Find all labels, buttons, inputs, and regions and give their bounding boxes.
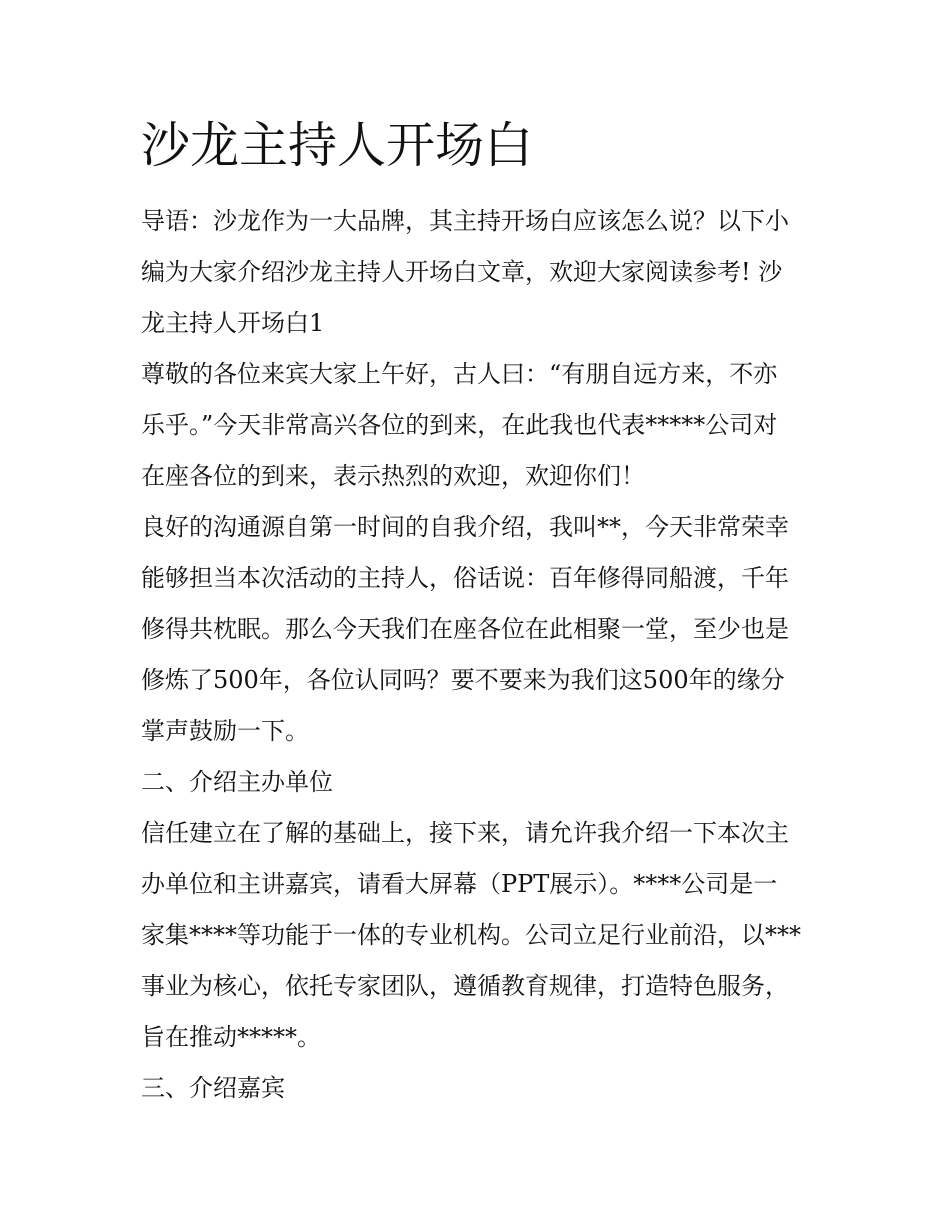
paragraph-line: 信任建立在了解的基础上，接下来，请允许我介绍一下本次主 (141, 819, 789, 847)
paragraph-line: 良好的沟通源自第一时间的自我介绍，我叫**，今天非常荣幸 (141, 513, 789, 541)
intro-line-2: 编为大家介绍沙龙主持人开场白文章，欢迎大家阅读参考! 沙 (141, 258, 783, 286)
intro-line-1: 导语：沙龙作为一大品牌，其主持开场白应该怎么说？以下小 (141, 207, 789, 235)
paragraph-line: 能够担当本次活动的主持人，俗话说：百年修得同船渡，千年 (141, 564, 789, 592)
paragraph-line: 办单位和主讲嘉宾，请看大屏幕（PPT展示）。****公司是一 (141, 870, 778, 898)
section-heading-3: 三、介绍嘉宾 (141, 1074, 285, 1102)
paragraph-line: 家集****等功能于一体的专业机构。公司立足行业前沿，以*** (141, 921, 801, 949)
document-title: 沙龙主持人开场白 (141, 117, 534, 174)
paragraph-line: 修炼了500年，各位认同吗？要不要来为我们这500年的缘分 (141, 666, 785, 694)
paragraph-line: 事业为核心，依托专家团队，遵循教育规律，打造特色服务， (141, 972, 789, 1000)
paragraph-line: 掌声鼓励一下。 (141, 717, 309, 745)
section-heading-2: 二、介绍主办单位 (141, 768, 333, 796)
paragraph-line: 乐乎。”今天非常高兴各位的到来，在此我也代表*****公司对 (141, 411, 778, 439)
section-heading-1: 龙主持人开场白1 (141, 309, 325, 337)
paragraph-line: 旨在推动*****。 (141, 1023, 321, 1051)
paragraph-line: 尊敬的各位来宾大家上午好，古人曰：“有朋自远方来，不亦 (141, 360, 778, 388)
paragraph-line: 修得共枕眠。那么今天我们在座各位在此相聚一堂，至少也是 (141, 615, 789, 643)
paragraph-line: 在座各位的到来，表示热烈的欢迎，欢迎你们！ (141, 462, 645, 490)
